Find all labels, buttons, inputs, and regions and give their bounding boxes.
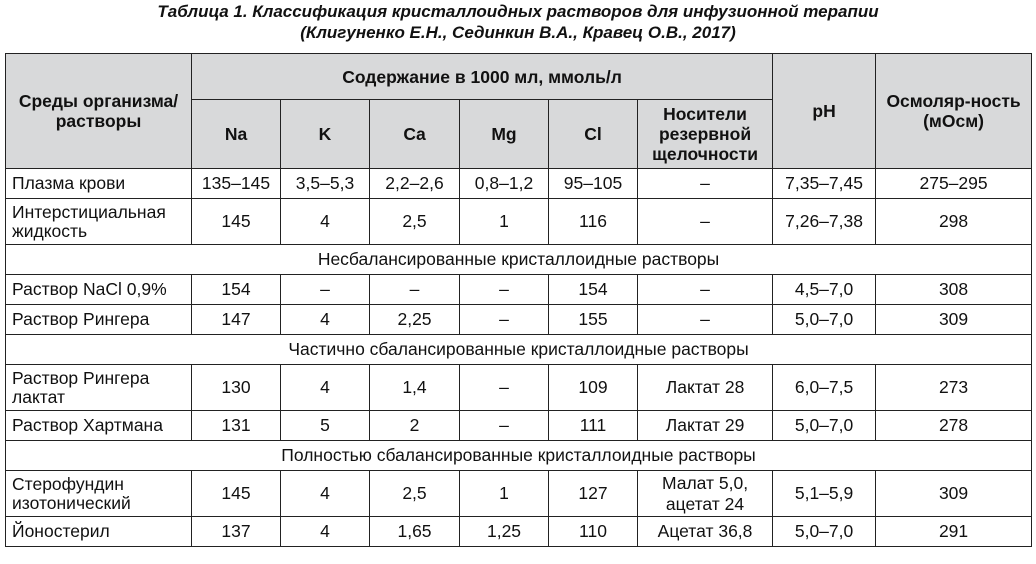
cell-ca: – — [370, 275, 460, 305]
cell-k: 5 — [281, 411, 370, 441]
cell-osm: 309 — [876, 471, 1032, 517]
cell-carriers: Малат 5,0, ацетат 24 — [638, 471, 773, 517]
header-k: K — [281, 100, 370, 169]
cell-ph: 5,0–7,0 — [773, 305, 876, 335]
cell-na: 145 — [192, 471, 281, 517]
cell-carriers: Лактат 28 — [638, 365, 773, 411]
cell-k: – — [281, 275, 370, 305]
crystalloid-table — [5, 53, 1032, 547]
cell-carriers: – — [638, 275, 773, 305]
table-row — [6, 199, 1032, 245]
cell-ca: 1,4 — [370, 365, 460, 411]
cell-na: 147 — [192, 305, 281, 335]
cell-cl: 127 — [549, 471, 638, 517]
cell-osm: 278 — [876, 411, 1032, 441]
group-row — [6, 335, 1032, 365]
cell-name: Раствор Рингера — [6, 305, 192, 335]
cell-carriers: – — [638, 199, 773, 245]
caption-line-1: Таблица 1. Классификация кристаллоидных растворов для инфузионной терапии — [157, 2, 879, 21]
cell-mg: 0,8–1,2 — [460, 169, 549, 199]
cell-osm: 309 — [876, 305, 1032, 335]
cell-ca: 1,65 — [370, 517, 460, 547]
cell-na: 137 — [192, 517, 281, 547]
cell-name: Раствор Рингера лактат — [6, 365, 192, 411]
cell-cl: 154 — [549, 275, 638, 305]
cell-mg: – — [460, 305, 549, 335]
cell-ca: 2,5 — [370, 471, 460, 517]
header-ca: Ca — [370, 100, 460, 169]
header-mg: Mg — [460, 100, 549, 169]
cell-osm: 298 — [876, 199, 1032, 245]
cell-name: Интерстициальная жидкость — [6, 199, 192, 245]
cell-na: 135–145 — [192, 169, 281, 199]
cell-ca: 2,2–2,6 — [370, 169, 460, 199]
cell-na: 130 — [192, 365, 281, 411]
table-caption — [0, 1, 1036, 43]
header-content: Содержание в 1000 мл, ммоль/л — [192, 54, 773, 100]
cell-na: 154 — [192, 275, 281, 305]
group-row — [6, 245, 1032, 275]
group-row — [6, 441, 1032, 471]
cell-mg: – — [460, 411, 549, 441]
cell-mg: 1 — [460, 471, 549, 517]
caption-line-2: (Клигуненко Е.Н., Сединкин В.А., Кравец О.В., 2017) — [300, 23, 736, 42]
cell-name: Йоностерил — [6, 517, 192, 547]
cell-k: 4 — [281, 471, 370, 517]
cell-mg: 1 — [460, 199, 549, 245]
cell-ph: 7,26–7,38 — [773, 199, 876, 245]
table-body — [6, 169, 1032, 547]
cell-ph: 5,1–5,9 — [773, 471, 876, 517]
group-label: Несбалансированные кристаллоидные растворы — [6, 245, 1032, 275]
cell-carriers: Ацетат 36,8 — [638, 517, 773, 547]
table-row — [6, 471, 1032, 517]
table-row — [6, 517, 1032, 547]
cell-ph: 5,0–7,0 — [773, 411, 876, 441]
cell-cl: 155 — [549, 305, 638, 335]
table-row — [6, 169, 1032, 199]
cell-ca: 2,5 — [370, 199, 460, 245]
cell-cl: 110 — [549, 517, 638, 547]
cell-k: 3,5–5,3 — [281, 169, 370, 199]
header-cl: Cl — [549, 100, 638, 169]
header-media: Среды организма/ растворы — [6, 54, 192, 169]
cell-cl: 111 — [549, 411, 638, 441]
cell-name: Плазма крови — [6, 169, 192, 199]
cell-cl: 109 — [549, 365, 638, 411]
cell-name: Раствор NaCl 0,9% — [6, 275, 192, 305]
cell-k: 4 — [281, 199, 370, 245]
cell-carriers: – — [638, 169, 773, 199]
cell-osm: 275–295 — [876, 169, 1032, 199]
cell-k: 4 — [281, 365, 370, 411]
table-row — [6, 365, 1032, 411]
table-row — [6, 275, 1032, 305]
header-ph: pH — [773, 54, 876, 169]
cell-ph: 7,35–7,45 — [773, 169, 876, 199]
cell-ph: 4,5–7,0 — [773, 275, 876, 305]
cell-na: 131 — [192, 411, 281, 441]
cell-osm: 308 — [876, 275, 1032, 305]
cell-ca: 2,25 — [370, 305, 460, 335]
cell-osm: 273 — [876, 365, 1032, 411]
cell-ca: 2 — [370, 411, 460, 441]
cell-carriers: Лактат 29 — [638, 411, 773, 441]
cell-cl: 95–105 — [549, 169, 638, 199]
group-label: Частично сбалансированные кристаллоидные растворы — [6, 335, 1032, 365]
group-label: Полностью сбалансированные кристаллоидные растворы — [6, 441, 1032, 471]
header-osmolarity: Осмоляр-ность (мОсм) — [876, 54, 1032, 169]
cell-k: 4 — [281, 305, 370, 335]
table-row — [6, 305, 1032, 335]
cell-na: 145 — [192, 199, 281, 245]
header-carriers: Носители резервной щелочности — [638, 100, 773, 169]
cell-name: Стерофундин изотонический — [6, 471, 192, 517]
cell-k: 4 — [281, 517, 370, 547]
cell-mg: – — [460, 365, 549, 411]
cell-mg: 1,25 — [460, 517, 549, 547]
cell-ph: 5,0–7,0 — [773, 517, 876, 547]
cell-carriers: – — [638, 305, 773, 335]
cell-mg: – — [460, 275, 549, 305]
header-na: Na — [192, 100, 281, 169]
cell-osm: 291 — [876, 517, 1032, 547]
cell-ph: 6,0–7,5 — [773, 365, 876, 411]
cell-cl: 116 — [549, 199, 638, 245]
table-row — [6, 411, 1032, 441]
cell-name: Раствор Хартмана — [6, 411, 192, 441]
